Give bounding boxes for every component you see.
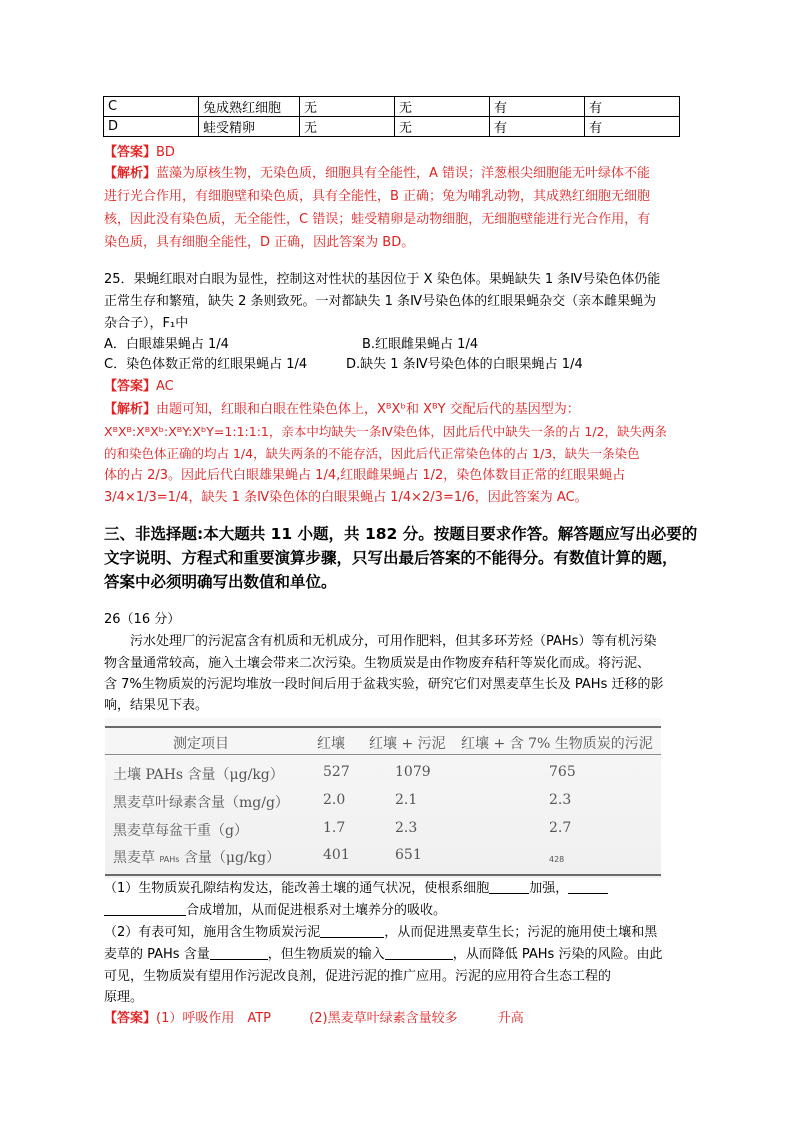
header-cell: 红壤 + 含 7% 生物质炭的污泥 <box>461 736 653 752</box>
header-cell: 测定项目 <box>173 736 229 752</box>
cell: 有 <box>490 117 585 137</box>
cell: 1079 <box>395 764 431 780</box>
cell: 651 <box>395 847 422 863</box>
answer-label: 【答案】 <box>104 379 157 394</box>
row-item: 黑麦草每盆干重（g） <box>113 823 248 839</box>
cell: 527 <box>323 764 350 780</box>
q26-header: 26（16 分） <box>104 612 181 627</box>
q26-answer <box>104 1010 524 1028</box>
q24-analysis-line: 核，因此没有染色质，无全能性，C 错误；蛙受精卵是动物细胞，无细胞壁能进行光合作用，有 <box>104 212 651 227</box>
answer-value: BD <box>156 145 175 160</box>
cell: 2.3 <box>549 792 572 808</box>
q25-stem-line: 正常生存和繁殖，缺失 2 条则致死。一对都缺失 1 条Ⅳ号染色体的红眼果蝇杂交（亲本雌果蝇为 <box>104 294 657 309</box>
cell: 401 <box>323 847 350 863</box>
q26-part1-line <box>104 902 446 920</box>
cell: 765 <box>549 764 576 780</box>
cell: 无 <box>300 117 395 137</box>
cell: 有 <box>490 97 585 117</box>
cell: 有 <box>585 117 680 137</box>
text: （1）生物质炭孔隙结构发达，能改善土壤的通气状况，使根系细胞 <box>104 881 490 896</box>
row-item: 兔成熟红细胞 <box>199 97 300 117</box>
q25-analysis-line: 3/4×1/3=1/4，缺失 1 条Ⅳ染色体的白眼果蝇占 1/4×2/3=1/6，因此答案为 AC。 <box>104 490 588 505</box>
section-title-line: 答案中必须明确写出数值和单位。 <box>104 573 337 591</box>
q24-analysis-line: 染色质，具有细胞全能性，D 正确，因此答案为 BD。 <box>104 235 415 250</box>
cell: 无 <box>395 117 490 137</box>
answer-blank[interactable] <box>385 946 453 960</box>
q26-part2-line: 原理。 <box>104 990 144 1005</box>
q26-intro-line: 含 7%生物质炭的污泥均堆放一段时间后用于盆栽实验，研究它们对黑麦草生长及 PAHs 迁移的影 <box>104 677 664 692</box>
text: 加强， <box>529 881 569 896</box>
analysis-label: 【解析】 <box>104 402 157 417</box>
options-table <box>103 96 680 137</box>
row-item: 黑麦草叶绿素含量（mg/g） <box>113 795 289 811</box>
analysis-text: 蓝藻为原核生物，无染色质，细胞具有全能性，A 错误；洋葱根尖细胞能无叶绿体不能 <box>156 166 651 181</box>
q25-option-a: A．白眼雄果蝇占 1/4 <box>104 337 229 352</box>
row-label: D <box>104 117 199 137</box>
answer-blank[interactable] <box>104 902 186 916</box>
results-table-image <box>105 718 661 878</box>
answer-label: 【答案】 <box>104 1011 157 1026</box>
answer-blank[interactable] <box>489 880 529 894</box>
row-item <box>113 847 280 867</box>
answer-value: (2)黑麦草叶绿素含量较多 <box>309 1011 458 1026</box>
text: 麦草的 PAHs 含量 <box>104 947 210 962</box>
analysis-text: 由题可知，红眼和白眼在性染色体上，XᴮXᵇ和 XᴮY 交配后代的基因型为： <box>156 402 580 417</box>
q25-answer <box>104 378 174 396</box>
q26-intro-line: 污水处理厂的污泥富含有机质和无机成分，可用作肥料，但其多环芳烃（PAHs）等有机污染 <box>130 634 657 649</box>
answer-value: 升高 <box>497 1011 524 1026</box>
q25-stem-line: 杂合子），F₁中 <box>104 316 189 331</box>
cell: 2.0 <box>323 792 346 808</box>
table-row <box>105 820 661 848</box>
analysis-label: 【解析】 <box>104 166 157 181</box>
answer-value: AC <box>156 379 174 394</box>
answer-blank[interactable] <box>568 880 608 894</box>
section-title-line: 文字说明、方程式和重要演算步骤，只写出最后答案的不能得分。有数值计算的题， <box>104 549 678 567</box>
text: （2）有表可知，施用含生物质炭污泥 <box>104 925 321 940</box>
text: ，从而促进黑麦草生长；污泥的施用使土壤和黑 <box>384 925 658 940</box>
q26-part1-line <box>104 880 608 898</box>
q25-analysis-line <box>104 401 580 419</box>
q24-answer <box>104 144 175 162</box>
cell: 2.1 <box>395 792 418 808</box>
text: ，从而降低 PAHs 污染的风险。由此 <box>452 947 663 962</box>
header-cell: 红壤 <box>317 736 345 752</box>
q24-analysis-line: 进行光合作用，有细胞壁和染色质，具有全能性，B 正确；兔为哺乳动物，其成熟红细胞无细胞 <box>104 189 651 204</box>
q26-part2-line <box>104 946 662 964</box>
table-row <box>105 847 661 875</box>
q25-option-c: C．染色体数正常的红眼果蝇占 1/4 <box>104 357 308 372</box>
table-bottom-rule <box>105 874 661 876</box>
table-row <box>105 764 661 792</box>
row-item: 蛙受精卵 <box>199 117 300 137</box>
q25-analysis-line: XᴮXᴮ:XᴮXᵇ:XᴮY:XᵇY=1:1:1:1，亲本中均缺失一条Ⅳ染色体，因此后代中缺失一条的占 1/2，缺失两条 <box>104 424 667 439</box>
cell: 无 <box>395 97 490 117</box>
row-item-small: PAHs <box>159 855 180 864</box>
table-row <box>105 792 661 820</box>
cell: 428 <box>549 855 565 864</box>
q25-stem-line: 25．果蝇红眼对白眼为显性，控制这对性状的基因位于 X 染色体。果蝇缺失 1 条Ⅳ号染色体仍能 <box>104 272 661 287</box>
cell: 2.7 <box>549 820 572 836</box>
header-cell: 红壤 + 污泥 <box>369 736 446 752</box>
table-row <box>104 117 680 137</box>
row-item-part: 含量（μg/kg） <box>183 850 281 866</box>
cell: 2.3 <box>395 820 418 836</box>
q25-analysis-line: 体的占 2/3。因此后代白眼雄果蝇占 1/4,红眼雌果蝇占 1/2，染色体数目正常的红眼果蝇占 <box>104 468 626 483</box>
answer-blank[interactable] <box>320 924 384 938</box>
section-title-line: 三、非选择题:本大题共 11 小题，共 182 分。按题目要求作答。解答题应写出必要的 <box>104 525 698 543</box>
cell: 无 <box>300 97 395 117</box>
q24-analysis-line <box>104 165 650 183</box>
table-header-rule <box>105 754 661 755</box>
text: 合成增加，从而促进根系对土壤养分的吸收。 <box>186 903 447 918</box>
row-item: 土壤 PAHs 含量（μg/kg） <box>113 767 284 783</box>
q26-intro-line: 物含量通常较高，施入土壤会带来二次污染。生物质炭是由作物废弃秸秆等炭化而成。将污泥、 <box>104 656 651 671</box>
cell: 有 <box>585 97 680 117</box>
answer-blank[interactable] <box>210 946 268 960</box>
q26-intro-line: 响，结果见下表。 <box>104 698 209 713</box>
q25-analysis-line: 的和染色体正确的均占 1/4，缺失两条的不能存活，因此后代正常染色体的占 1/3，缺失一条染色 <box>104 446 640 461</box>
q25-option-d: D.缺失 1 条Ⅳ号染色体的白眼果蝇占 1/4 <box>346 357 583 372</box>
q26-part2-line: 可见，生物质炭有望用作污泥改良剂，促进污泥的推广应用。污泥的应用符合生态工程的 <box>104 969 612 984</box>
q26-part2-line <box>104 924 657 942</box>
answer-value: (1）呼吸作用 ATP <box>156 1011 272 1026</box>
table-header-row <box>105 733 661 761</box>
cell: 1.7 <box>323 820 346 836</box>
text: ，但生物质炭的输入 <box>267 947 385 962</box>
row-item-part: 黑麦草 <box>113 850 155 866</box>
row-label: C <box>104 97 199 117</box>
answer-label: 【答案】 <box>104 145 157 160</box>
table-row <box>104 97 680 117</box>
table-top-rule <box>105 726 661 728</box>
q25-option-b: B.红眼雌果蝇占 1/4 <box>362 337 479 352</box>
